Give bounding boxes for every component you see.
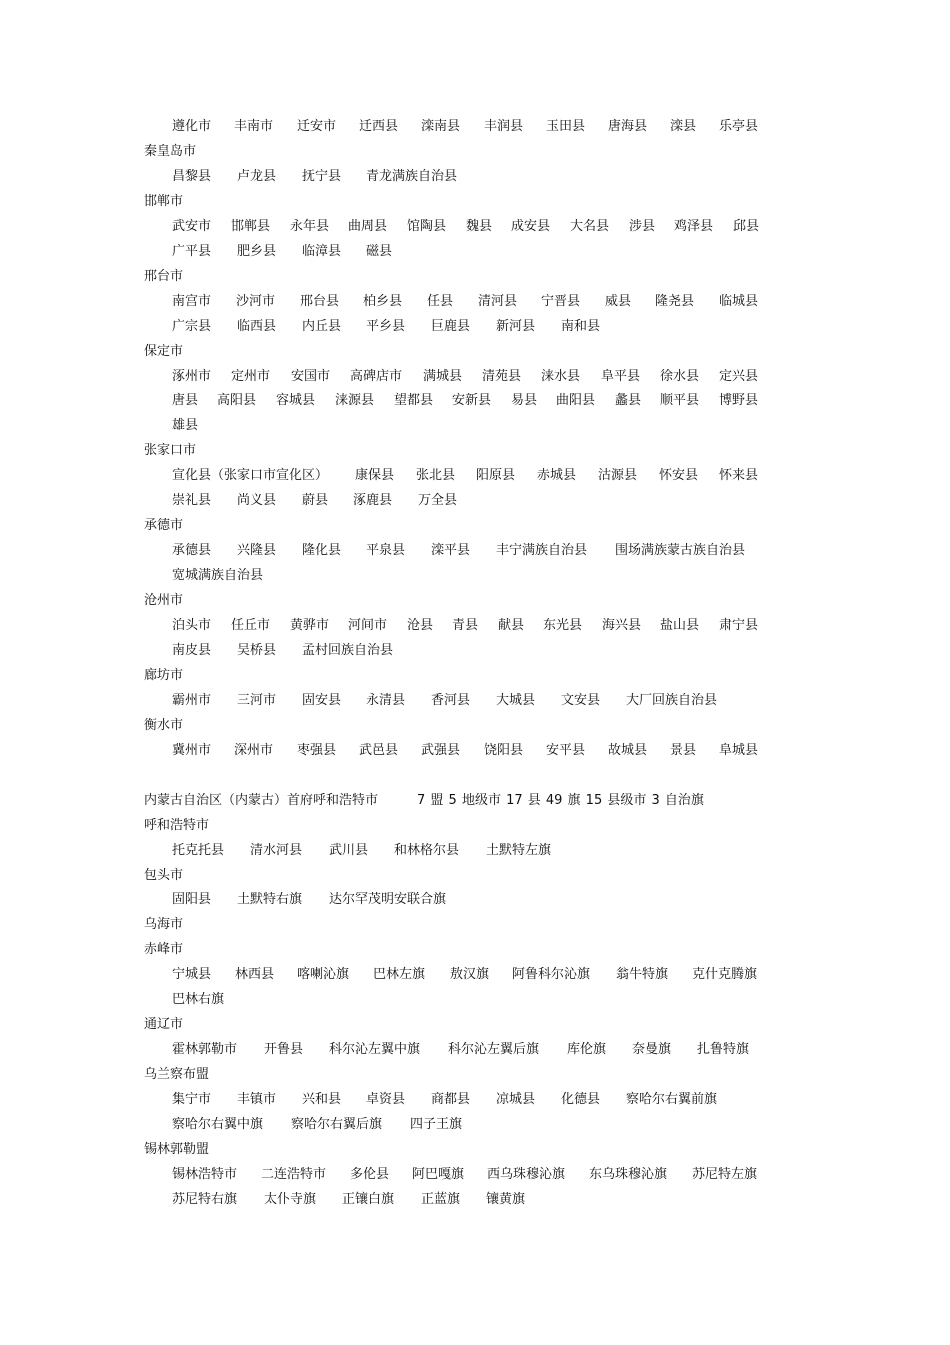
county-name: 曲阳县: [556, 393, 596, 408]
county-name: 满城县: [423, 369, 463, 384]
section-heading: 保定市: [144, 344, 184, 359]
county-name: 沽源县: [598, 468, 638, 483]
county-name: 临漳县: [302, 244, 342, 259]
county-name: 涉县: [629, 219, 656, 234]
county-name: 定兴县: [719, 369, 759, 384]
county-name: 镶黄旗: [486, 1192, 526, 1207]
county-name: 磁县: [366, 244, 393, 259]
county-name: 献县: [498, 618, 525, 633]
county-name: 多伦县: [350, 1167, 390, 1182]
county-name: 巴林右旗: [172, 992, 225, 1007]
county-name: 承德县: [172, 543, 212, 558]
county-name: 武安市: [172, 219, 212, 234]
county-name: 河间市: [348, 618, 388, 633]
county-name: 鸡泽县: [674, 219, 714, 234]
county-name: 曲周县: [348, 219, 388, 234]
county-name: 景县: [670, 743, 697, 758]
county-name: 土默特左旗: [486, 843, 552, 858]
county-name: 霸州市: [172, 693, 212, 708]
county-name: 卢龙县: [237, 169, 277, 184]
county-name: 定州市: [231, 369, 271, 384]
county-name: 故城县: [608, 743, 648, 758]
county-name: 二连浩特市: [261, 1167, 327, 1182]
county-name: 枣强县: [297, 743, 337, 758]
county-name: 敖汉旗: [450, 967, 490, 982]
county-name: 兴隆县: [237, 543, 277, 558]
section-heading: 邯郸市: [144, 194, 184, 209]
county-name: 正蓝旗: [421, 1192, 461, 1207]
county-name: 丰宁满族自治县: [496, 543, 588, 558]
county-name: 科尔沁左翼中旗: [329, 1042, 421, 1057]
section-heading: 乌海市: [144, 917, 184, 932]
county-name: 威县: [605, 294, 632, 309]
section-heading: 衡水市: [144, 718, 184, 733]
county-name: 沧县: [407, 618, 434, 633]
county-name: 大城县: [496, 693, 536, 708]
county-name: 邱县: [733, 219, 760, 234]
county-name: 阿巴嘎旗: [412, 1167, 465, 1182]
section-heading: 呼和浩特市: [144, 818, 210, 833]
county-name: 东乌珠穆沁旗: [589, 1167, 668, 1182]
county-name: 香河县: [431, 693, 471, 708]
county-name: 平乡县: [366, 319, 406, 334]
county-name: 抚宁县: [302, 169, 342, 184]
section-heading: 张家口市: [144, 443, 197, 458]
county-name: 易县: [511, 393, 538, 408]
county-name: 奈曼旗: [632, 1042, 672, 1057]
county-name: 苏尼特右旗: [172, 1192, 238, 1207]
county-name: 平泉县: [366, 543, 406, 558]
county-name: 清苑县: [482, 369, 522, 384]
county-name: 深州市: [234, 743, 274, 758]
county-name: 和林格尔县: [394, 843, 460, 858]
county-name: 库伦旗: [567, 1042, 607, 1057]
county-name: 雄县: [172, 418, 199, 433]
county-name: 扎鲁特旗: [697, 1042, 750, 1057]
county-name: 宁晋县: [541, 294, 581, 309]
county-name: 唐县: [172, 393, 199, 408]
county-name: 固阳县: [172, 892, 212, 907]
county-name: 固安县: [302, 693, 342, 708]
county-name: 滦平县: [431, 543, 471, 558]
county-name: 大名县: [570, 219, 610, 234]
county-name: 柏乡县: [363, 294, 403, 309]
county-name: 崇礼县: [172, 493, 212, 508]
county-name: 永年县: [290, 219, 330, 234]
county-name: 沙河市: [236, 294, 276, 309]
county-name: 围场满族蒙古族自治县: [615, 543, 746, 558]
county-name: 文安县: [561, 693, 601, 708]
county-name: 霍林郭勒市: [172, 1042, 238, 1057]
county-name: 察哈尔右翼后旗: [291, 1117, 383, 1132]
county-name: 安新县: [452, 393, 492, 408]
county-name: 赤城县: [537, 468, 577, 483]
county-name: 怀安县: [659, 468, 699, 483]
county-name: 卓资县: [366, 1092, 406, 1107]
county-name: 张北县: [416, 468, 456, 483]
county-name: 唐海县: [608, 119, 648, 134]
county-name: 隆化县: [302, 543, 342, 558]
county-name: 土默特右旗: [237, 892, 303, 907]
section-heading: 邢台市: [144, 269, 184, 284]
county-name: 迁西县: [359, 119, 399, 134]
county-name: 遵化市: [172, 119, 212, 134]
county-name: 翁牛特旗: [616, 967, 669, 982]
county-name: 永清县: [366, 693, 406, 708]
county-name: 清河县: [478, 294, 518, 309]
county-name: 阿鲁科尔沁旗: [512, 967, 591, 982]
county-name: 丰镇市: [237, 1092, 277, 1107]
county-name: 滦南县: [421, 119, 461, 134]
county-name: 大厂回族自治县: [626, 693, 718, 708]
county-name: 肥乡县: [237, 244, 277, 259]
county-name: 涞水县: [541, 369, 581, 384]
county-name: 集宁市: [172, 1092, 212, 1107]
county-name: 顺平县: [660, 393, 700, 408]
county-name: 饶阳县: [484, 743, 524, 758]
section-heading: 乌兰察布盟: [144, 1067, 210, 1082]
county-name: 康保县: [355, 468, 395, 483]
section-heading: 锡林郭勒盟: [144, 1142, 210, 1157]
section-heading: 沧州市: [144, 593, 184, 608]
section-heading: 通辽市: [144, 1017, 184, 1032]
county-name: 成安县: [511, 219, 551, 234]
county-name: 武强县: [421, 743, 461, 758]
county-name: 武邑县: [359, 743, 399, 758]
county-name: 科尔沁左翼后旗: [448, 1042, 540, 1057]
county-name: 化德县: [561, 1092, 601, 1107]
county-name: 泊头市: [172, 618, 212, 633]
county-name: 南皮县: [172, 643, 212, 658]
county-name: 安国市: [291, 369, 331, 384]
county-name: 任县: [427, 294, 454, 309]
county-name: 临城县: [719, 294, 759, 309]
county-name: 锡林浩特市: [172, 1167, 238, 1182]
county-name: 容城县: [276, 393, 316, 408]
county-name: 高碑店市: [350, 369, 403, 384]
county-name: 涿鹿县: [353, 493, 393, 508]
county-name: 丰润县: [484, 119, 524, 134]
county-name: 察哈尔右翼中旗: [172, 1117, 264, 1132]
county-name: 四子王旗: [410, 1117, 463, 1132]
county-name: 武川县: [329, 843, 369, 858]
county-name: 徐水县: [660, 369, 700, 384]
county-name: 内丘县: [302, 319, 342, 334]
county-name: 青龙满族自治县: [366, 169, 458, 184]
region-stats: 7 盟 5 地级市 17 县 49 旗 15 县级市 3 自治旗: [417, 793, 704, 808]
county-name: 魏县: [466, 219, 493, 234]
county-name: 肃宁县: [719, 618, 759, 633]
section-heading: 赤峰市: [144, 942, 184, 957]
county-name: 兴和县: [302, 1092, 342, 1107]
county-name: 滦县: [670, 119, 697, 134]
county-name: 广宗县: [172, 319, 212, 334]
county-name: 宣化县（张家口市宣化区）: [172, 468, 329, 483]
county-name: 冀州市: [172, 743, 212, 758]
county-name: 东光县: [543, 618, 583, 633]
region-title: 内蒙古自治区（内蒙古）首府呼和浩特市: [144, 793, 379, 808]
section-heading: 秦皇岛市: [144, 144, 197, 159]
county-name: 邯郸县: [231, 219, 271, 234]
county-name: 商都县: [431, 1092, 471, 1107]
county-name: 林西县: [235, 967, 275, 982]
county-name: 玉田县: [546, 119, 586, 134]
section-heading: 包头市: [144, 868, 184, 883]
county-name: 吴桥县: [237, 643, 277, 658]
county-name: 巴林左旗: [373, 967, 426, 982]
county-name: 开鲁县: [264, 1042, 304, 1057]
county-name: 乐亭县: [719, 119, 759, 134]
county-name: 达尔罕茂明安联合旗: [329, 892, 447, 907]
county-name: 孟村回族自治县: [302, 643, 394, 658]
county-name: 蠡县: [615, 393, 642, 408]
county-name: 高阳县: [217, 393, 257, 408]
county-name: 万全县: [418, 493, 458, 508]
county-name: 安平县: [546, 743, 586, 758]
county-name: 正镶白旗: [342, 1192, 395, 1207]
county-name: 黄骅市: [290, 618, 330, 633]
county-name: 昌黎县: [172, 169, 212, 184]
county-name: 宽城满族自治县: [172, 568, 264, 583]
county-name: 怀来县: [719, 468, 759, 483]
county-name: 三河市: [237, 693, 277, 708]
county-name: 太仆寺旗: [264, 1192, 317, 1207]
county-name: 馆陶县: [407, 219, 447, 234]
county-name: 巨鹿县: [431, 319, 471, 334]
county-name: 丰南市: [234, 119, 274, 134]
county-name: 喀喇沁旗: [297, 967, 350, 982]
county-name: 涞源县: [335, 393, 375, 408]
county-name: 宁城县: [172, 967, 212, 982]
county-name: 察哈尔右翼前旗: [626, 1092, 718, 1107]
county-name: 涿州市: [172, 369, 212, 384]
county-name: 尚义县: [237, 493, 277, 508]
county-name: 阜城县: [719, 743, 759, 758]
county-name: 南宫市: [172, 294, 212, 309]
section-heading: 承德市: [144, 518, 184, 533]
county-name: 迁安市: [297, 119, 337, 134]
county-name: 清水河县: [250, 843, 303, 858]
county-name: 托克托县: [172, 843, 225, 858]
county-name: 望都县: [394, 393, 434, 408]
county-name: 阜平县: [601, 369, 641, 384]
county-name: 阳原县: [476, 468, 516, 483]
county-name: 广平县: [172, 244, 212, 259]
county-name: 凉城县: [496, 1092, 536, 1107]
county-name: 西乌珠穆沁旗: [487, 1167, 566, 1182]
county-name: 南和县: [561, 319, 601, 334]
county-name: 博野县: [719, 393, 759, 408]
county-name: 青县: [452, 618, 479, 633]
county-name: 隆尧县: [655, 294, 695, 309]
section-heading: 廊坊市: [144, 668, 184, 683]
county-name: 临西县: [237, 319, 277, 334]
county-name: 盐山县: [660, 618, 700, 633]
county-name: 苏尼特左旗: [692, 1167, 758, 1182]
county-name: 克什克腾旗: [692, 967, 758, 982]
county-name: 蔚县: [302, 493, 329, 508]
county-name: 邢台县: [300, 294, 340, 309]
county-name: 新河县: [496, 319, 536, 334]
county-name: 任丘市: [231, 618, 271, 633]
county-name: 海兴县: [602, 618, 642, 633]
